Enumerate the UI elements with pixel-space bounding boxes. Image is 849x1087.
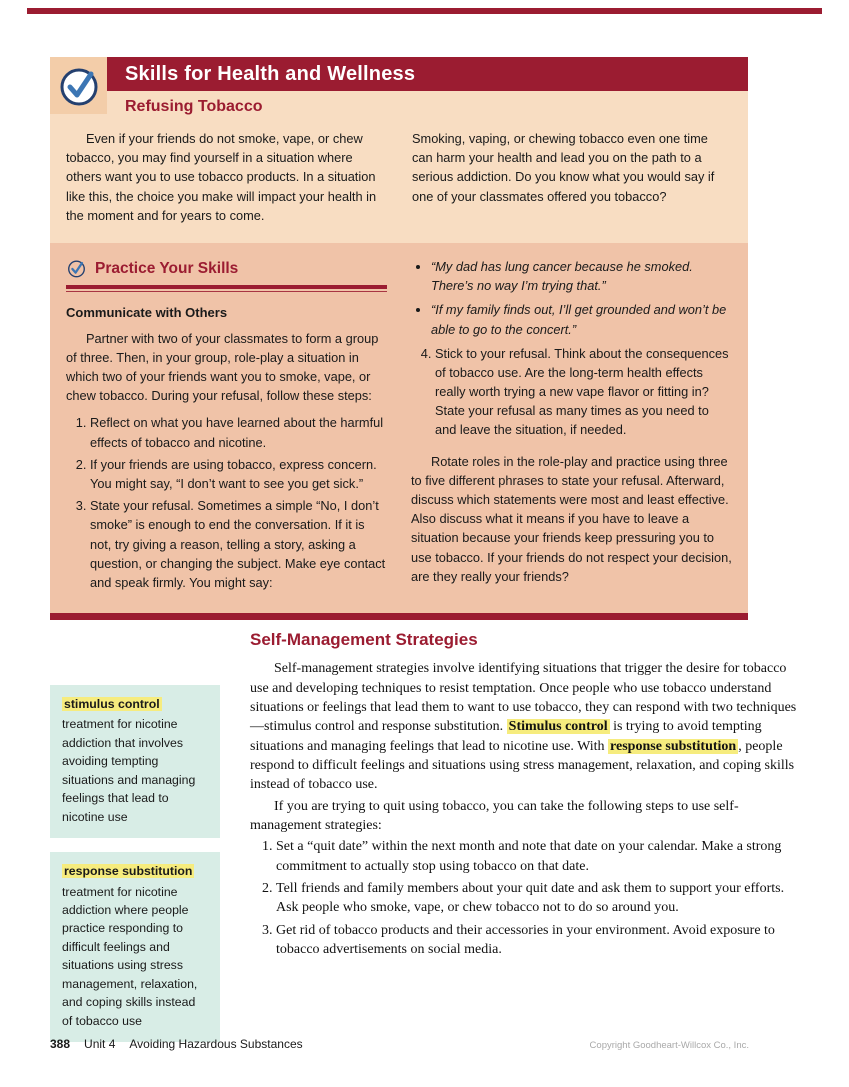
- feature-banner: [107, 57, 748, 91]
- practice-right-column: [411, 257, 732, 595]
- definition-text: treatment for nicotine addiction where people practice responding to difficult feelings and situations using stress management, relaxation, and coping skills instead of tobacco use: [62, 884, 198, 1028]
- refusal-quote: • “If my family finds out, I’ll get grounded and won’t be able to go to the concert.”: [431, 300, 732, 338]
- title-rule-thick: [66, 285, 387, 289]
- intro-paragraph-right: Smoking, vaping, or chewing tobacco even one time can harm your health and lead you on the path to a serious addiction. Do you know what you would say if one of your classmates offered you tobacco?: [412, 131, 715, 204]
- definition-term: stimulus control: [64, 697, 160, 711]
- page-footer: [50, 1037, 749, 1051]
- margin-definitions: [50, 685, 220, 1056]
- practice-subheading: Communicate with Others: [66, 305, 228, 321]
- intro-section: [50, 115, 748, 231]
- feature-banner-title: Skills for Health and Wellness: [125, 62, 416, 85]
- strategy-steps-list: [250, 837, 800, 959]
- section-heading: Self-Management Strategies: [250, 630, 478, 649]
- main-content: [50, 628, 800, 1056]
- definition-text: treatment for nicotine addiction that involves avoiding tempting situations and managing feelings that lead to nicotine use: [62, 717, 196, 824]
- check-circle-icon: [56, 63, 102, 109]
- definition-box: [50, 685, 220, 838]
- body-text-segment: , people respond to difficult feelings and situations using stress management, relaxation, and coping skills instead of tobacco use.: [250, 738, 795, 793]
- unit-label: Unit 4: [84, 1037, 116, 1051]
- title-rule-thin: [66, 291, 387, 292]
- skills-feature-box: [50, 57, 748, 620]
- practice-step: 3. State your refusal. Sometimes a simple “No, I don’t smoke” is enough to end the conversation. If it is not, try giving a reason, telling a story, asking a question, or changing the subject. Make eye contact and speak firmly. You might say:: [90, 496, 387, 592]
- practice-steps-list: [66, 413, 387, 592]
- strategy-step: 3. Get rid of tobacco products and their accessories in your environment. Avoid exposure to tobacco advertisements on social media.: [276, 921, 800, 960]
- refusal-quote: • “My dad has lung cancer because he smoked. There’s no way I’m trying that.”: [431, 257, 732, 295]
- practice-left-column: [66, 257, 387, 595]
- intro-paragraph-left: Even if your friends do not smoke, vape, or chew tobacco, you may find yourself in a situation where others want you to use tobacco products. In a situation like this, the choice you make will impact your health in the moment and for years to come.: [66, 131, 377, 223]
- practice-your-skills-box: [50, 243, 748, 613]
- copyright-text: Copyright Goodheart-Willcox Co., Inc.: [589, 1040, 749, 1051]
- practice-step: 2. If your friends are using tobacco, express concern. You might say, “I don’t want to see you get sick.”: [90, 455, 387, 493]
- footer-left: [50, 1037, 303, 1051]
- practice-closing-paragraph: Rotate roles in the role-play and practice using three to five different phrases to state your refusal. Afterward, discuss which statements were most and least effective. Also discuss what it means if you have to leave a situation because your friends keep pressuring you to use tobacco. If your friends do not respect your decision, are they really your friends?: [411, 453, 732, 584]
- body-text-segment: is trying to avoid tempting situations and managing feelings that lead to nicotine use. With: [250, 719, 762, 754]
- practice-step: 1. Reflect on what you have learned about the harmful effects of tobacco and nicotine.: [90, 413, 387, 451]
- practice-lead-paragraph: Partner with two of your classmates to form a group of three. Then, in your group, role-play a situation in which two of your friends want you to smoke, vape, or chew tobacco. During your refusal, follow these steps:: [66, 330, 379, 404]
- check-circle-icon-small: [66, 258, 87, 279]
- practice-title-row: [66, 257, 387, 280]
- body-text-segment: Self-management strategies involve identifying situations that trigger the desire for tobacco use and developing techniques to resist temptation. Once people who use tobacco understand situations or feelings that lead them to want to use tobacco, they can respond with two techniques—stimulus control and response substitution.: [250, 661, 797, 735]
- check-circle-icon-tile: [50, 57, 107, 114]
- practice-title: Practice Your Skills: [95, 259, 239, 277]
- page-number: 388: [50, 1037, 71, 1051]
- body-paragraph: [250, 659, 800, 794]
- definition-term: response substitution: [64, 864, 193, 879]
- top-rule: [27, 8, 822, 14]
- key-term-highlight: response substitution: [610, 738, 737, 754]
- feature-bottom-rule: [50, 613, 748, 620]
- refusal-quotes-list: [411, 257, 732, 339]
- strategy-step: 1. Set a “quit date” within the next month and note that date on your calendar. Make a strong commitment to actually stop using tobacco on that date.: [276, 837, 800, 876]
- unit-title: Avoiding Hazardous Substances: [129, 1037, 303, 1051]
- practice-steps-list-continued: [411, 344, 732, 440]
- practice-step: 4. Stick to your refusal. Think about the consequences of tobacco use. Are the long-term health effects really worth trying a new vape flavor or fitting in? State your refusal as many times as you need to and leave the situation, if needed.: [435, 344, 732, 440]
- feature-subtitle: Refusing Tobacco: [125, 98, 263, 115]
- body-paragraph: If you are trying to quit using tobacco, you can take the following steps to use self-management strategies:: [250, 798, 739, 833]
- feature-header: [50, 57, 748, 115]
- key-term-highlight: Stimulus control: [508, 719, 608, 735]
- body-text-column: [250, 628, 800, 1056]
- definition-box: [50, 852, 220, 1042]
- strategy-step: 2. Tell friends and family members about your quit date and ask them to support your efforts. Ask people who smoke, vape, or chew tobacco not to do so around you.: [276, 879, 800, 918]
